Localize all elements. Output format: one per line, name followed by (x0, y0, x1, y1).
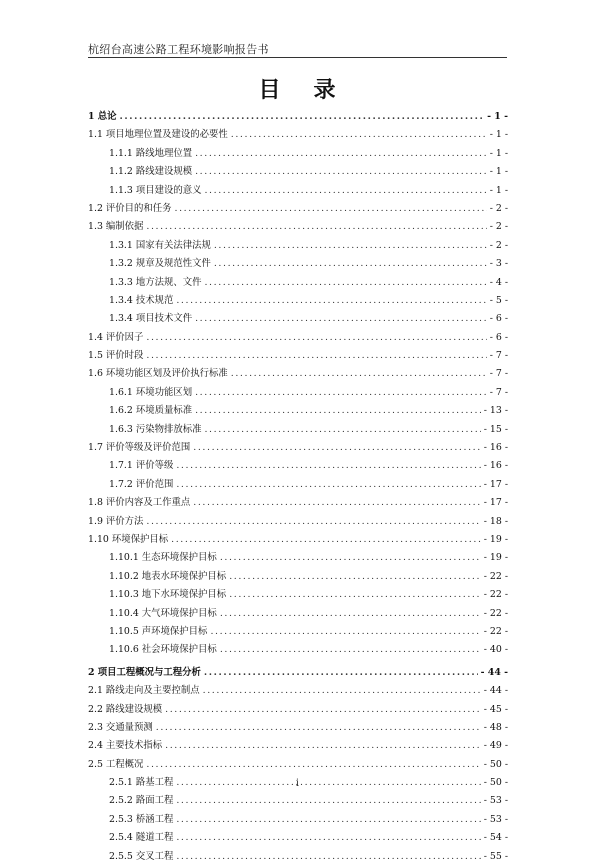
toc-entry-label: 1.10.1 生态环境保护目标 (109, 552, 217, 564)
toc-entry-page: - 6 - (489, 331, 508, 343)
dot-leader (193, 494, 481, 512)
toc-entry[interactable] (88, 719, 508, 737)
dot-leader (176, 848, 480, 866)
toc-entry-page: - 13 - (483, 405, 508, 417)
dot-leader (165, 701, 481, 719)
toc-entry[interactable] (88, 421, 508, 439)
toc-entry[interactable] (88, 108, 508, 126)
toc-entry-label: 1.6.3 污染物排放标准 (109, 423, 202, 435)
dot-leader (210, 623, 480, 641)
toc-entry-page: - 1 - (487, 111, 508, 122)
toc-entry-label: 1.3.3 地方法规、文件 (109, 276, 202, 288)
toc-entry-label: 1.8 评价内容及工作重点 (88, 497, 191, 509)
toc-entry-page: - 22 - (483, 607, 508, 619)
dot-leader (171, 531, 481, 549)
toc-entry-page: - 7 - (489, 368, 508, 380)
toc-entry[interactable] (88, 439, 508, 457)
dot-leader (176, 457, 480, 475)
dot-leader (220, 641, 481, 659)
toc-entry-page: - 54 - (483, 832, 508, 844)
toc-entry-page: - 15 - (483, 423, 508, 435)
toc-entry-page: - 19 - (483, 552, 508, 564)
toc-entry-label: 1.10.3 地下水环境保护目标 (109, 589, 227, 601)
dot-leader (176, 829, 480, 847)
toc-entry[interactable] (88, 145, 508, 163)
toc-entry-page: - 1 - (489, 184, 508, 196)
toc-entry-label: 1.7 评价等级及评价范围 (88, 442, 191, 454)
toc-entry-page: - 44 - (483, 685, 508, 697)
toc-entry-label: 1.7.2 评价范围 (109, 478, 174, 490)
toc-entry[interactable] (88, 182, 508, 200)
toc-entry-label: 2.5.5 交叉工程 (109, 850, 174, 862)
toc-entry[interactable] (88, 605, 508, 623)
document-header: 杭绍台高速公路工程环境影响报告书 (88, 43, 269, 56)
toc-entry-label: 2.4 主要技术指标 (88, 740, 163, 752)
toc-entry-label: 1.1 项目地理位置及建设的必要性 (88, 129, 228, 141)
toc-entry-label: 2.5.2 路面工程 (109, 795, 174, 807)
toc-entry-page: - 50 - (483, 758, 508, 770)
dot-leader (146, 329, 486, 347)
toc-entry[interactable] (88, 274, 508, 292)
toc-entry[interactable] (88, 476, 508, 494)
toc-entry[interactable] (88, 457, 508, 475)
toc-entry-label: 1.2 评价目的和任务 (88, 202, 172, 214)
toc-entry[interactable] (88, 682, 508, 700)
toc-entry[interactable] (88, 163, 508, 181)
page-number: i (295, 778, 300, 789)
toc-entry-page: - 48 - (483, 721, 508, 733)
toc-entry-label: 1.6.1 环境功能区划 (109, 386, 193, 398)
toc-entry-label: 1.3.2 规章及规范性文件 (109, 258, 211, 270)
toc-entry-label: 1.3.4 项目技术文件 (109, 313, 193, 325)
dot-leader (203, 682, 481, 700)
toc-entry-page: - 6 - (489, 313, 508, 325)
toc-entry[interactable] (88, 384, 508, 402)
toc-entry-page: - 7 - (489, 350, 508, 362)
toc-entry[interactable] (88, 255, 508, 273)
toc-entry-label: 2 项目工程概况与工程分析 (88, 666, 201, 678)
toc-entry-page: - 3 - (489, 258, 508, 270)
toc-entry-label: 1.10.4 大气环境保护目标 (109, 607, 217, 619)
header-rule (88, 57, 507, 58)
toc-entry-page: - 49 - (483, 740, 508, 752)
toc-entry[interactable] (88, 329, 508, 347)
toc-entry[interactable] (88, 701, 508, 719)
toc-entry[interactable] (88, 310, 508, 328)
toc-entry-page: - 1 - (489, 166, 508, 178)
toc-entry[interactable] (88, 494, 508, 512)
dot-leader (176, 792, 480, 810)
dot-leader (176, 476, 480, 494)
toc-entry[interactable] (88, 811, 508, 829)
toc-entry[interactable] (88, 200, 508, 218)
table-of-contents (88, 108, 508, 866)
toc-entry-page: - 2 - (489, 239, 508, 251)
toc-entry[interactable] (88, 531, 508, 549)
toc-entry[interactable] (88, 549, 508, 567)
toc-entry-page: - 22 - (483, 589, 508, 601)
toc-title-char-2: 录 (313, 78, 337, 103)
toc-entry[interactable] (88, 664, 508, 682)
toc-entry-page: - 53 - (483, 795, 508, 807)
toc-entry-page: - 2 - (489, 202, 508, 214)
dot-leader (220, 549, 481, 567)
toc-entry-page: - 22 - (483, 625, 508, 637)
toc-entry-label: 1.10.6 社会环境保护目标 (109, 644, 217, 656)
dot-leader (231, 365, 487, 383)
dot-leader (204, 421, 480, 439)
toc-entry[interactable] (88, 365, 508, 383)
toc-entry-page: - 22 - (483, 570, 508, 582)
dot-leader (229, 586, 481, 604)
toc-entry-page: - 4 - (489, 276, 508, 288)
toc-entry-label: 1.1.2 路线建设规模 (109, 166, 193, 178)
toc-entry[interactable] (88, 218, 508, 236)
toc-entry-label: 1.3.4 技术规范 (109, 294, 174, 306)
toc-entry[interactable] (88, 292, 508, 310)
dot-leader (146, 347, 486, 365)
toc-entry[interactable] (88, 756, 508, 774)
toc-entry-label: 1.10.5 声环境保护目标 (109, 625, 208, 637)
toc-entry[interactable] (88, 126, 508, 144)
dot-leader (175, 200, 487, 218)
toc-entry-label: 2.5.3 桥涵工程 (109, 813, 174, 825)
toc-entry-label: 1.9 评价方法 (88, 515, 144, 527)
toc-entry-label: 1.1.1 路线地理位置 (109, 147, 193, 159)
toc-entry[interactable] (88, 641, 508, 659)
toc-entry-label: 1.4 评价因子 (88, 331, 144, 343)
dot-leader (120, 108, 485, 126)
toc-entry[interactable] (88, 792, 508, 810)
toc-entry-page: - 16 - (483, 460, 508, 472)
toc-entry-label: 2.3 交通量预测 (88, 721, 153, 733)
toc-entry-label: 1 总论 (88, 111, 117, 122)
toc-entry[interactable] (88, 829, 508, 847)
toc-entry-label: 1.3 编制依据 (88, 221, 144, 233)
toc-entry[interactable] (88, 848, 508, 866)
toc-title (0, 73, 595, 104)
toc-entry-label: 2.5.4 隧道工程 (109, 832, 174, 844)
dot-leader (204, 182, 486, 200)
toc-entry-label: 1.10.2 地表水环境保护目标 (109, 570, 227, 582)
dot-leader (220, 605, 481, 623)
toc-entry-page: - 1 - (489, 147, 508, 159)
dot-leader (146, 756, 480, 774)
toc-entry-label: 2.5.1 路基工程 (109, 777, 174, 789)
toc-entry-page: - 5 - (489, 294, 508, 306)
dot-leader (146, 218, 486, 236)
toc-entry[interactable] (88, 623, 508, 641)
dot-leader (231, 126, 487, 144)
dot-leader (146, 513, 480, 531)
toc-entry[interactable] (88, 737, 508, 755)
toc-entry-label: 1.5 评价时段 (88, 350, 144, 362)
toc-entry-page: - 55 - (483, 850, 508, 862)
toc-entry-page: - 18 - (483, 515, 508, 527)
dot-leader (214, 255, 487, 273)
dot-leader (195, 310, 487, 328)
dot-leader (214, 237, 487, 255)
toc-entry[interactable] (88, 513, 508, 531)
toc-entry[interactable] (88, 237, 508, 255)
dot-leader (195, 384, 487, 402)
toc-entry-label: 2.2 路线建设规模 (88, 703, 163, 715)
toc-entry-label: 1.6.2 环境质量标准 (109, 405, 193, 417)
toc-entry-label: 1.6 环境功能区划及评价执行标准 (88, 368, 228, 380)
toc-entry[interactable] (88, 568, 508, 586)
toc-entry-label: 1.1.3 项目建设的意义 (109, 184, 202, 196)
toc-entry-page: - 1 - (489, 129, 508, 141)
dot-leader (193, 439, 481, 457)
toc-entry-label: 2.1 路线走向及主要控制点 (88, 685, 200, 697)
dot-leader (156, 719, 481, 737)
dot-leader (204, 664, 478, 682)
toc-entry-page: - 16 - (483, 442, 508, 454)
toc-entry-label: 1.10 环境保护目标 (88, 533, 169, 545)
dot-leader (195, 402, 481, 420)
toc-entry-page: - 2 - (489, 221, 508, 233)
toc-entry-page: - 45 - (483, 703, 508, 715)
toc-entry-page: - 40 - (483, 644, 508, 656)
toc-entry-page: - 50 - (483, 777, 508, 789)
toc-entry-page: - 17 - (483, 478, 508, 490)
dot-leader (229, 568, 481, 586)
toc-entry-page: - 44 - (480, 666, 508, 678)
toc-title-char-1: 目 (258, 78, 282, 103)
toc-entry-page: - 17 - (483, 497, 508, 509)
toc-entry[interactable] (88, 402, 508, 420)
dot-leader (204, 274, 486, 292)
toc-entry-page: - 53 - (483, 813, 508, 825)
toc-entry-label: 2.5 工程概况 (88, 758, 144, 770)
toc-entry-label: 1.7.1 评价等级 (109, 460, 174, 472)
dot-leader (165, 737, 481, 755)
toc-entry[interactable] (88, 347, 508, 365)
dot-leader (195, 145, 487, 163)
toc-entry-page: - 19 - (483, 533, 508, 545)
dot-leader (195, 163, 487, 181)
dot-leader (176, 292, 486, 310)
toc-entry[interactable] (88, 586, 508, 604)
toc-entry-label: 1.3.1 国家有关法律法规 (109, 239, 211, 251)
dot-leader (176, 811, 480, 829)
toc-entry-page: - 7 - (489, 386, 508, 398)
